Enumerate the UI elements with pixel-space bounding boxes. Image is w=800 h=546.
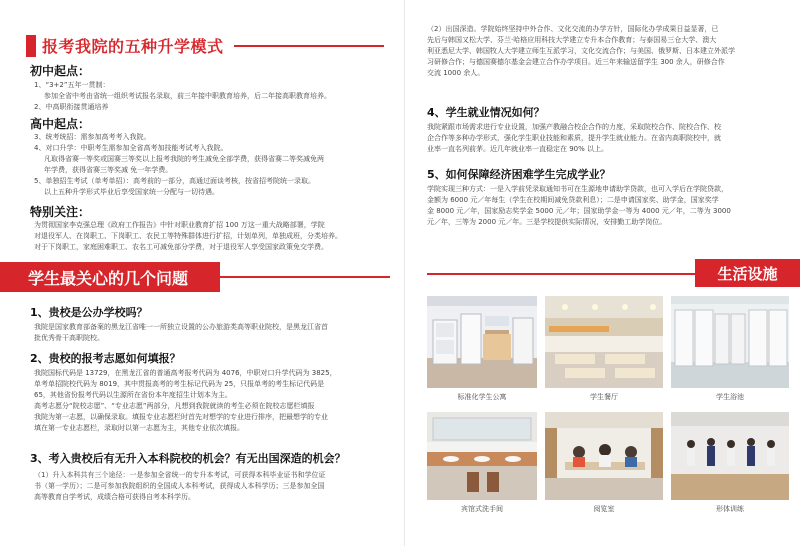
text-line: （2）出国深造。学院始终坚持中外合作、文化交流的办学方针，国际化办学成果日益显著，已 (427, 25, 719, 33)
washroom-photo (427, 412, 537, 500)
text-line: 以上五种升学形式毕业后享受国家统一分配与一切待遇。 (44, 188, 219, 196)
text-line: 企合作等多种办学形式，强化学生职业技能和素质，提升学生就业能力。在省内高职院校中，就 (427, 134, 721, 142)
text-line: 金 8000 元／年，国家励志奖学金 5000 元／年；国家助学金一等为 4000 元／年，二等为 3000 (427, 207, 731, 215)
question-3-title: 3、考入贵校后有无升入本科院校的机会？有无出国深造的机会？ (30, 452, 346, 465)
photo-caption: 阅览室 (593, 505, 615, 513)
question-4-title: 4、学生就业情况如何？ (427, 106, 545, 119)
question-2-title: 2、贵校的报考志愿如何填报？ (30, 352, 181, 365)
text-line: 我院为第一志愿，以确保录取。填报专业志愿栏时首先对想学的专业进行排序，把最想学的专业 (34, 413, 328, 421)
text-line: 先后与韩国又松大学、芬兰·哈格应用科技大学建立专升本合作教育；与泰国易三仓大学、澳大 (427, 36, 717, 44)
text-line: 单考单招院校代码为 8019，其中贯报高考的考生标记代码为 25，只报单考的考生标记代码是 (34, 380, 325, 388)
text-line: 元／年，三等为 2000 元／年。三是学校提供实际情况，安排勤工助学岗位。 (427, 218, 667, 226)
text-line: 高考志愿分“院校志愿”、“专业志愿”两部分，凡想到我院就读的考生必须在院校志愿栏填报 (34, 402, 315, 410)
section-title: 报考我院的五种升学模式 (42, 37, 224, 56)
text-line: 参加全省中考由省统一组织考试报名录取，前三年接中职教育培养，后二年接高职教育培养。 (44, 92, 331, 100)
right-panel (405, 0, 800, 546)
text-line: 填在第一专业志愿栏，录取时以第一志愿为主，其他专业依次填报。 (34, 424, 244, 432)
band-title: 学生最关心的几个问题 (28, 268, 189, 288)
text-line: 批优秀骨干高职院校。 (34, 334, 104, 342)
text-line: 1、“3+2”五年一贯制： (34, 81, 110, 89)
text-line: 高等教育自学考试，成绩合格可获得自考本科学历。 (34, 493, 195, 501)
text-line: 为贯彻国家李克强总理《政府工作报告》中针对职业教育扩招 100 万这一重大战略部署，学院 (34, 221, 325, 229)
text-line: 交流 1000 余人。 (427, 69, 485, 77)
text-line: 业率一直名列前茅。近几年就业率一直稳定在 90% 以上。 (427, 145, 609, 153)
reading-room-photo (545, 412, 663, 500)
photo-caption: 形体训练 (716, 505, 744, 513)
section-band-facilities (695, 259, 800, 287)
banner-red-bar (26, 35, 36, 57)
text-line: 年学费，获得省赛三等奖减 免一年学费。 (44, 166, 173, 174)
band-rule (220, 276, 390, 278)
photo-caption: 宾馆式洗手间 (461, 505, 503, 513)
junior-start-heading: 初中起点： (30, 64, 91, 78)
question-1-title: 1、贵校是公办学校吗？ (30, 306, 148, 319)
senior-start-heading: 高中起点： (30, 117, 91, 131)
text-line: 习研修合作；与德国赛德尔基金会建立合作办学项目。近三年来输送留学生 300 余人，研修合作 (427, 58, 725, 66)
text-line: 我院国标代码是 13729，在黑龙江省的普通高考报考代码为 4076，中职对口升学代码为 3825， (34, 369, 337, 377)
text-line: 2、中高职衔接贯通培养 (34, 103, 109, 111)
band-title: 生活设施 (717, 264, 778, 283)
bathhouse-photo (671, 296, 789, 388)
text-line: 对退役军人、在岗职工、下岗职工、农民工等特殊群体进行扩招，计划单列，单独成班，分类培养。 (34, 232, 342, 240)
text-line: 书（第一学历）；二是可参加我院组织的全国成人本科考试，获得成人本科学历；三是参加全国 (34, 482, 325, 490)
text-line: 学院实现三种方式：一是入学前凭录取通知书可在生源地申请助学贷款，也可入学后在学院贷款， (427, 185, 728, 193)
text-line: 利亚悉尼大学、韩国牧人大学建立师生互派学习，文化交流合作；与美国、俄罗斯、日本建立外派学 (427, 47, 735, 55)
section-band-student-concerns (0, 262, 220, 292)
text-line: 凡取得省赛一等奖或国赛三等奖以上报考我院的考生减免全部学费，获得省赛二等奖减免两 (44, 155, 324, 163)
text-line: 金额为 6000 元／年每生（学生在校期间减免贷款利息）；二是申请国家奖、助学金，国家奖学 (427, 196, 719, 204)
canteen-photo (545, 296, 663, 388)
photo-caption: 学生浴池 (716, 393, 744, 401)
question-5-title: 5、如何保障经济困难学生完成学业？ (427, 168, 611, 181)
band-rule (427, 273, 695, 275)
dance-studio-photo (671, 412, 789, 500)
text-line: 4、对口升学：中职考生需参加全省高考加技能考试考入我院。 (34, 144, 228, 152)
banner-rule (234, 45, 384, 47)
text-line: （1）升入本科共有三个途径：一是参加全省统一的专升本考试，可获得本科毕业证书和学位证 (34, 471, 326, 479)
text-line: 3、统考统招：需参加高考考入我院。 (34, 133, 151, 141)
photo-caption: 标准化学生公寓 (457, 393, 507, 401)
text-line: 我院是国家教育部备案的黑龙江省唯一一所独立设置的公办旅游类高等职业院校，是黑龙江省首 (34, 323, 328, 331)
text-line: 5、单独招生考试（单考单招）：高考前的一部分，高通过面谈考核，按省招考院统一录取。 (34, 177, 315, 185)
text-line: 65，其他省份报考代码以生源所在省份本年度招生计划本为主。 (34, 391, 232, 399)
text-line: 我院紧跟市场需求进行专业设置，加强产教融合校企合作的力度，采取院校合作、院校合作、校 (427, 123, 721, 131)
section-banner-admission-modes (26, 34, 384, 57)
text-line: 对于下岗职工，家庭困难职工、农名工可减免部分学费，对于退役军人享受国家政策免交学费。 (34, 243, 328, 251)
photo-caption: 学生餐厅 (590, 393, 618, 401)
dormitory-photo (427, 296, 537, 388)
special-attention-heading: 特别关注： (30, 205, 91, 219)
